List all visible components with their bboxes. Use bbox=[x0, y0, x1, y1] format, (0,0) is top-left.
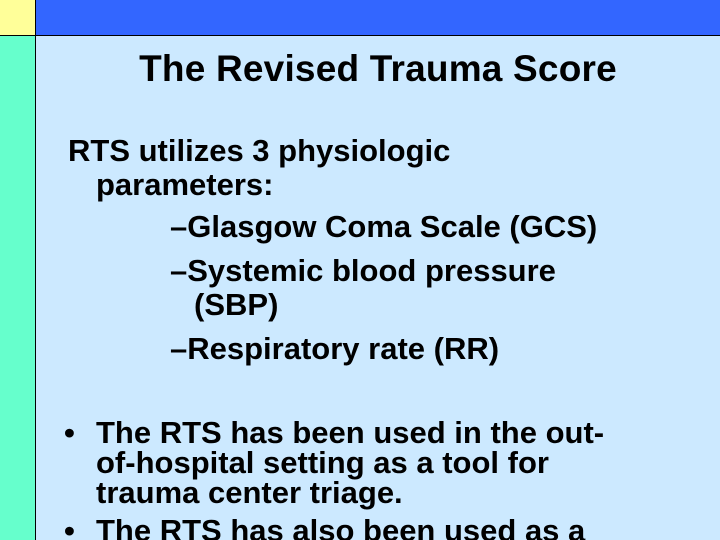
bullet-2-line-1: The RTS has also been used as a bbox=[96, 513, 586, 540]
bullet-icon: • bbox=[64, 513, 75, 540]
bullet-1-line-2: of-hospital setting as a tool for bbox=[96, 445, 549, 480]
intro-line-2: parameters: bbox=[96, 167, 274, 202]
bullet-1-line-3: trauma center triage. bbox=[96, 475, 403, 510]
slide-title: The Revised Trauma Score bbox=[139, 48, 617, 89]
top-accent-bar bbox=[36, 0, 720, 36]
intro-line-1: RTS utilizes 3 physiologic bbox=[68, 133, 451, 168]
corner-decoration bbox=[0, 0, 36, 36]
bullet-icon: • bbox=[64, 415, 75, 450]
sub-item-gcs: –Glasgow Coma Scale (GCS) bbox=[170, 209, 598, 244]
sub-item-sbp: –Systemic blood pressure bbox=[170, 253, 556, 288]
sub-item-sbp-continued: (SBP) bbox=[194, 287, 279, 322]
sub-item-rr: –Respiratory rate (RR) bbox=[170, 331, 500, 366]
bullet-1-line-1: The RTS has been used in the out- bbox=[96, 415, 605, 450]
left-accent-bar bbox=[0, 36, 36, 540]
